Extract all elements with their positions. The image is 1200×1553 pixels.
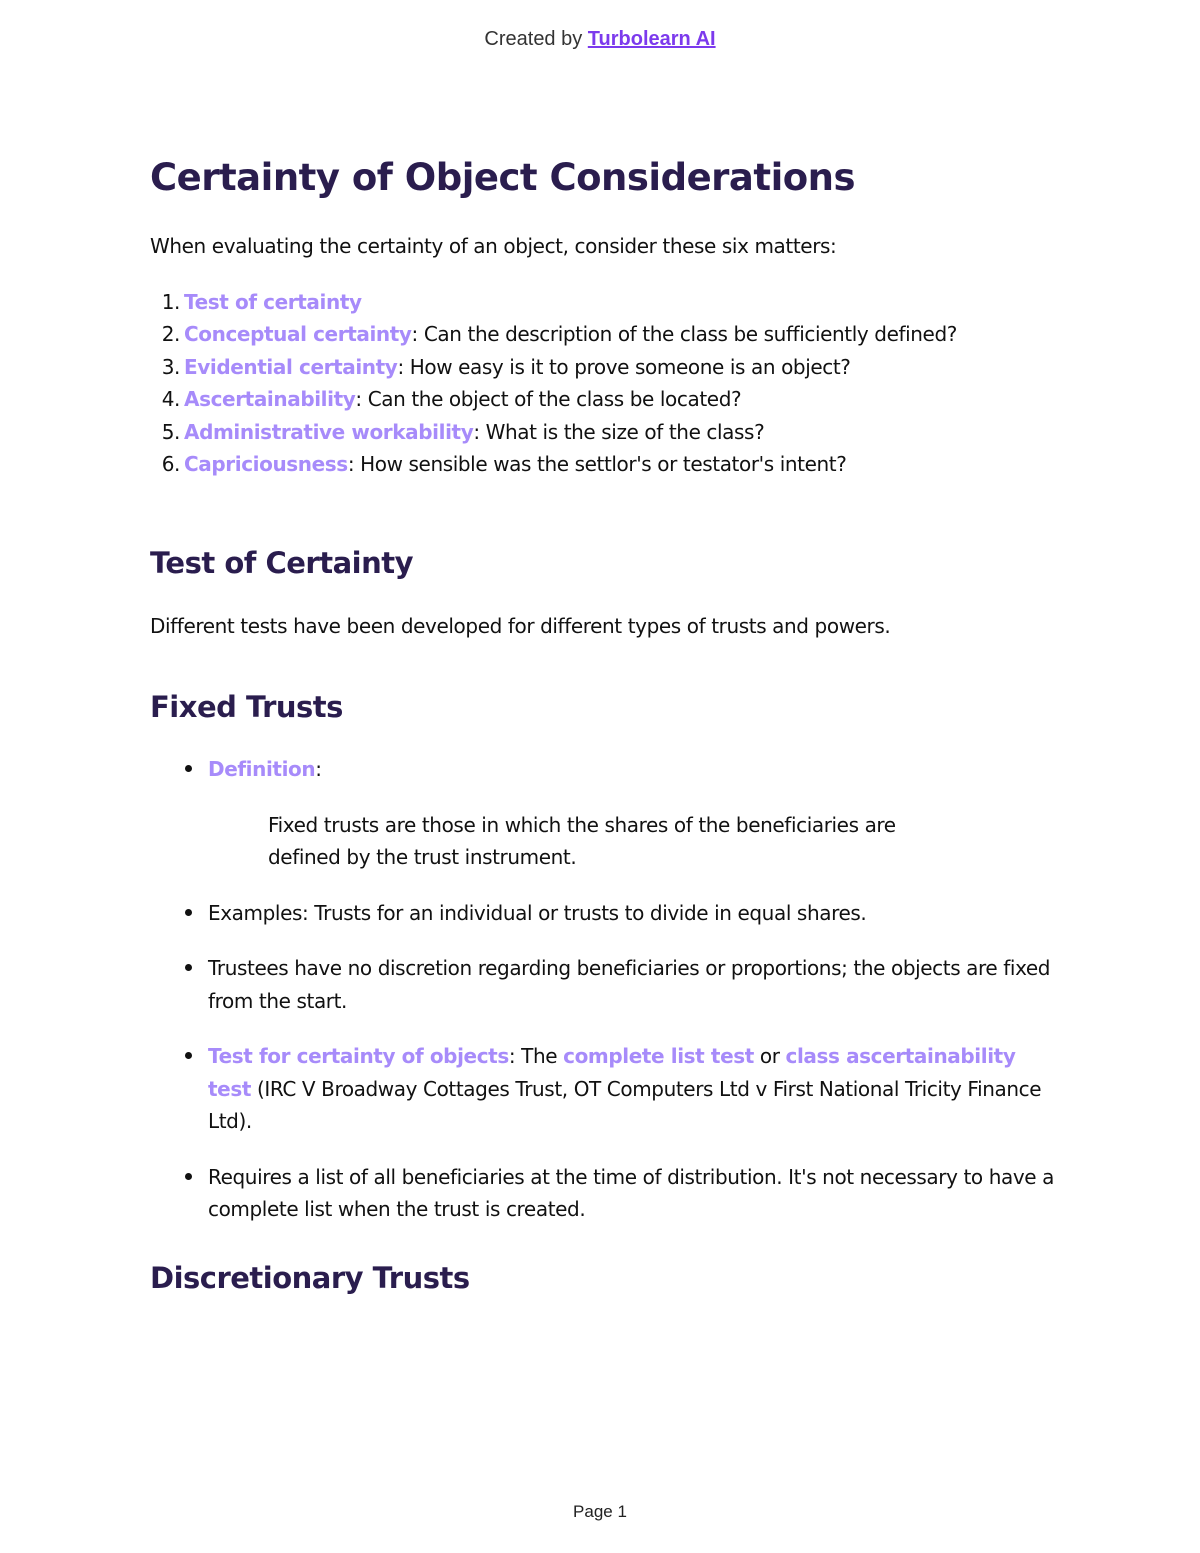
definition-quote: Fixed trusts are those in which the shares of the beneficiaries are defined by the trust instrument. (268, 812, 896, 869)
discretionary-trusts-heading: Discretionary Trusts (150, 1260, 470, 1295)
test-of-certainty-text: Different tests have been developed for different types of trusts and powers. (150, 613, 891, 638)
intro-text: When evaluating the certainty of an object, consider these six matters: (150, 234, 837, 258)
matters-list (150, 286, 1060, 481)
page-number: Page 1 (573, 1502, 627, 1521)
test-certainty-objects-link[interactable]: Test for certainty of objects (208, 1044, 509, 1068)
fixed-trusts-heading: Fixed Trusts (150, 690, 343, 724)
list-item (150, 416, 1060, 449)
list-item (150, 286, 1060, 319)
definition-link[interactable]: Definition (208, 757, 316, 781)
term-link[interactable]: Test of certainty (184, 289, 362, 314)
term-link[interactable]: Conceptual certainty (184, 322, 412, 346)
page-title: Certainty of Object Considerations (150, 156, 856, 199)
list-number: 1. (161, 289, 180, 314)
term-description: : Can the description of the class be sufficiently defined? (411, 322, 957, 346)
bullet-icon (185, 964, 192, 971)
test-of-certainty-heading: Test of Certainty (150, 545, 413, 580)
test-the-text: : The (508, 1044, 564, 1068)
term-description: : How easy is it to prove someone is an object? (397, 354, 851, 379)
complete-list-test-link[interactable]: complete list test (563, 1044, 754, 1068)
list-item (150, 383, 1060, 416)
list-item (150, 448, 1060, 481)
list-item (150, 1040, 1060, 1138)
list-number: 5. (161, 419, 180, 444)
list-item (150, 753, 1060, 874)
test-or-text: or (753, 1044, 786, 1068)
list-item (150, 318, 1060, 351)
trustees-text: Trustees have no discretion regarding beneficiaries or proportions; the objects are fixed from the start. (208, 956, 1051, 1013)
page-footer (0, 1502, 1200, 1522)
requires-text: Requires a list of all beneficiaries at the time of distribution. It's not necessary to have a complete list when the trust is created. (208, 1164, 1054, 1221)
bullet-icon (185, 765, 192, 772)
fixed-trusts-list (150, 753, 1060, 1226)
term-description: : How sensible was the settlor's or testator's intent? (347, 452, 847, 476)
list-number: 6. (161, 452, 180, 476)
examples-text: Examples: Trusts for an individual or trusts to divide in equal shares. (208, 900, 867, 925)
term-link[interactable]: Capriciousness (184, 452, 348, 476)
list-number: 4. (161, 387, 180, 411)
bullet-icon (185, 1173, 192, 1180)
bullet-icon (185, 1052, 192, 1059)
header-prefix: Created by (484, 28, 588, 50)
document-body (150, 150, 1060, 1300)
list-item (150, 351, 1060, 384)
bullet-icon (185, 909, 192, 916)
page-header (0, 28, 1200, 51)
turbolearn-link[interactable]: Turbolearn AI (587, 28, 716, 50)
list-number: 2. (161, 322, 180, 346)
test-cases-text: (IRC V Broadway Cottages Trust, OT Computers Ltd v First National Tricity Finance Ltd). (208, 1076, 1042, 1133)
class-ascertainability-test-link[interactable]: class ascertainability test (208, 1044, 1016, 1101)
list-item (150, 1161, 1060, 1226)
list-item (150, 897, 1060, 930)
term-description: : What is the size of the class? (473, 419, 765, 444)
list-item (150, 952, 1060, 1017)
definition-colon: : (315, 757, 322, 781)
term-link[interactable]: Ascertainability (184, 387, 356, 411)
list-number: 3. (161, 354, 180, 379)
term-description: : Can the object of the class be located? (355, 387, 742, 411)
term-link[interactable]: Administrative workability (184, 419, 474, 444)
term-link[interactable]: Evidential certainty (184, 354, 398, 379)
